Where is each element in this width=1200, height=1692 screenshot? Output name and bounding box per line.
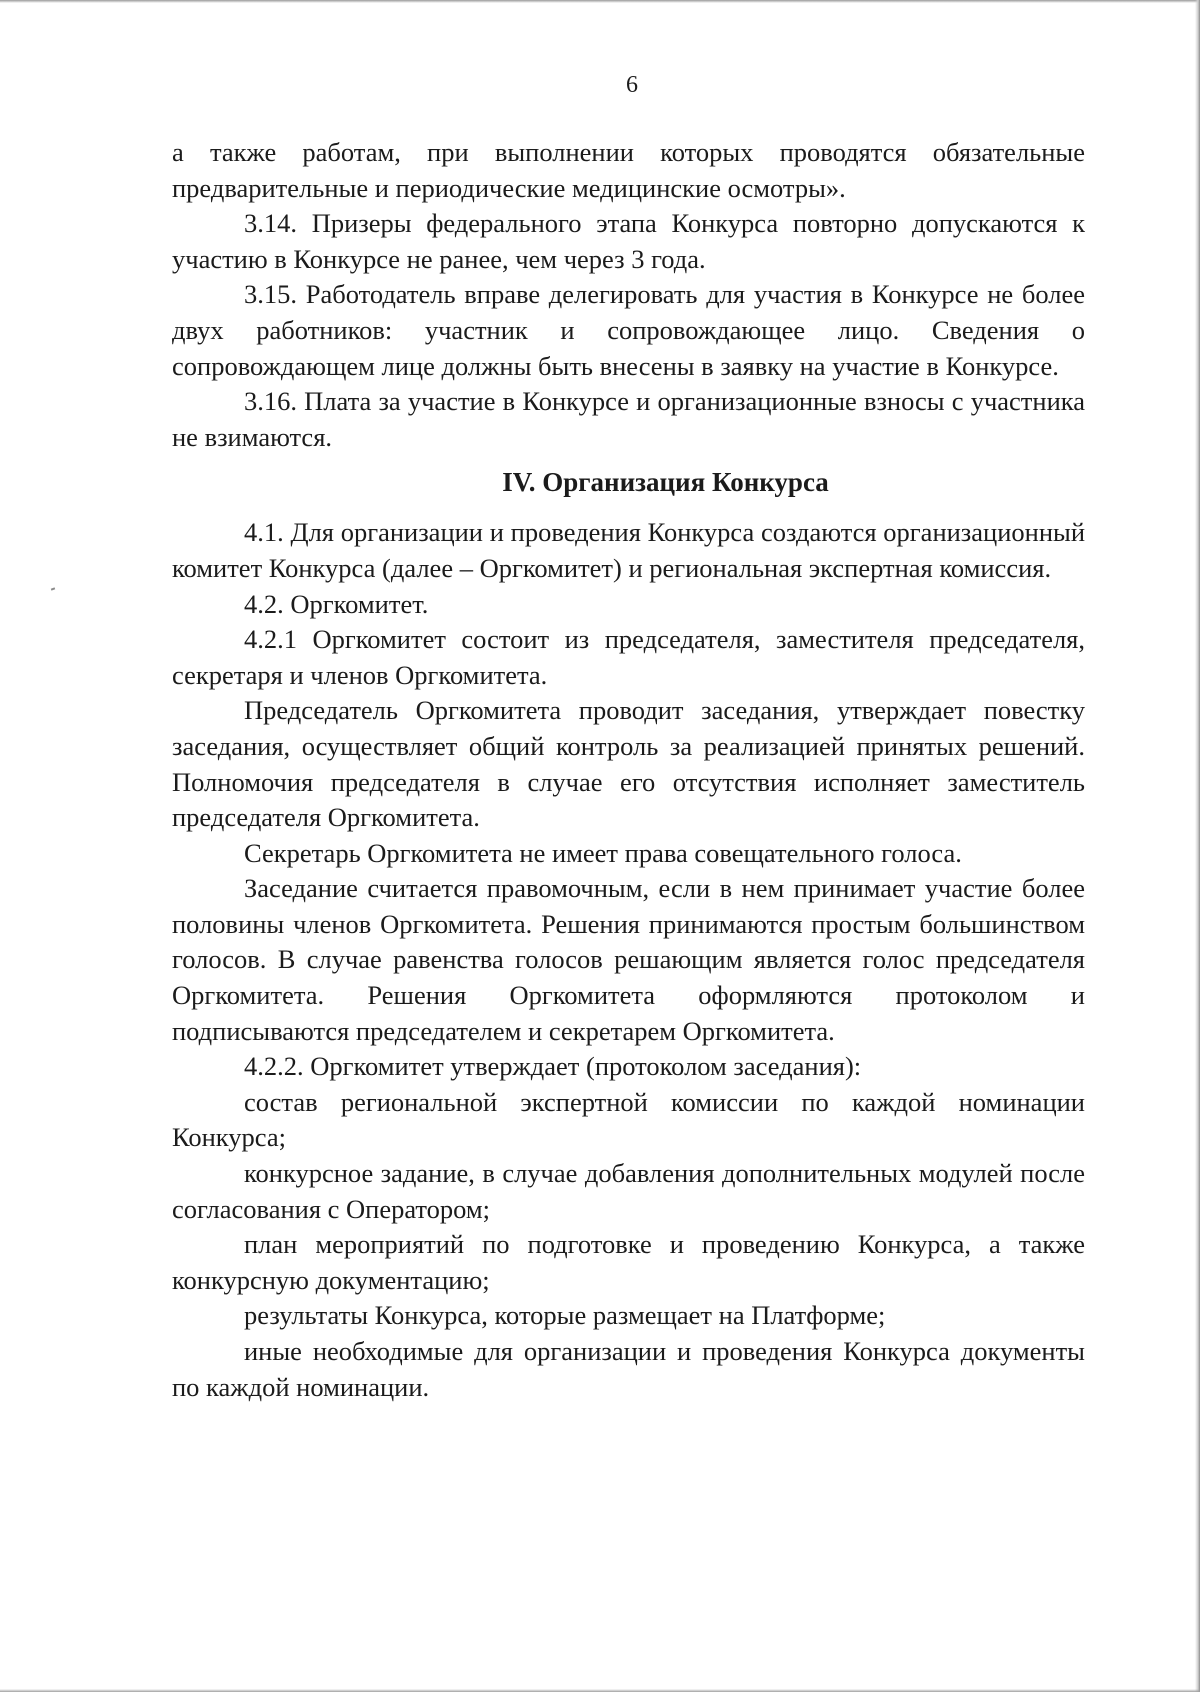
paragraph-quorum: Заседание считается правомочным, если в нем принимает участие более половины членов Оргкомитета. Решения принимаются простым большинством голосов. В случае равенства голосов решающим является голос председателя Оргкомитета. Решения Оргкомитета оформляются протоколом и подписываются председателем и секретарем Оргкомитета. [172,873,1085,1046]
paragraph-4-2-1: 4.2.1 Оргкомитет состоит из председателя, заместителя председателя, секретаря и членов Оргкомитета. [172,624,1085,690]
paragraph-4-2: 4.2. Оргкомитет. [244,588,429,619]
list-item-commission: состав региональной экспертной комиссии по каждой номинации Конкурса; [172,1086,1085,1153]
list-item-plan: план мероприятий по подготовке и проведению Конкурса, а также конкурсную документацию; [172,1229,1085,1295]
paragraph-4-1: 4.1. Для организации и проведения Конкурса создаются организационный комитет Конкурса (далее – Оргкомитет) и региональная экспертная комиссия. [172,517,1085,583]
paragraph-3-16: 3.16. Плата за участие в Конкурсе и организационные взносы с участника не взимаются. [172,386,1085,452]
paragraph-4-2-2: 4.2.2. Оргкомитет утверждает (протоколом заседания): [244,1051,862,1082]
page-number: 6 [626,72,638,98]
paragraph-3-15: 3.15. Работодатель вправе делегировать для участия в Конкурсе не более двух работников: участник и сопровождающее лицо. Сведения о сопровождающем лице должны быть внесены в заявку на участие в Конкурсе. [172,279,1085,381]
scan-edge-top [0,0,1200,3]
paragraph-chairman: Председатель Оргкомитета проводит заседания, утверждает повестку заседания, осуществляет общий контроль за реализацией принятых решений. Полномочия председателя в случае его отсутствия исполняет заместитель председателя Оргкомитета. [172,695,1085,833]
section-heading: IV. Организация Конкурса [502,467,829,498]
document-body [172,135,1085,1405]
list-item-task: конкурсное задание, в случае добавления дополнительных модулей после согласования с Оператором; [172,1158,1085,1224]
paragraph-secretary: Секретарь Оргкомитета не имеет права совещательного голоса. [244,837,962,868]
paragraph-continuation: а также работам, при выполнении которых проводятся обязательные предварительные и периодические медицинские осмотры». [172,137,1085,203]
paragraph-3-14: 3.14. Призеры федерального этапа Конкурса повторно допускаются к участию в Конкурсе не ранее, чем через 3 года. [172,208,1085,274]
list-item-results: результаты Конкурса, которые размещает на Платформе; [244,1300,886,1331]
scan-speck [51,587,55,590]
scan-edge-right [1195,0,1200,1692]
list-item-other-documents: иные необходимые для организации и проведения Конкурса документы по каждой номинации. [172,1336,1085,1402]
